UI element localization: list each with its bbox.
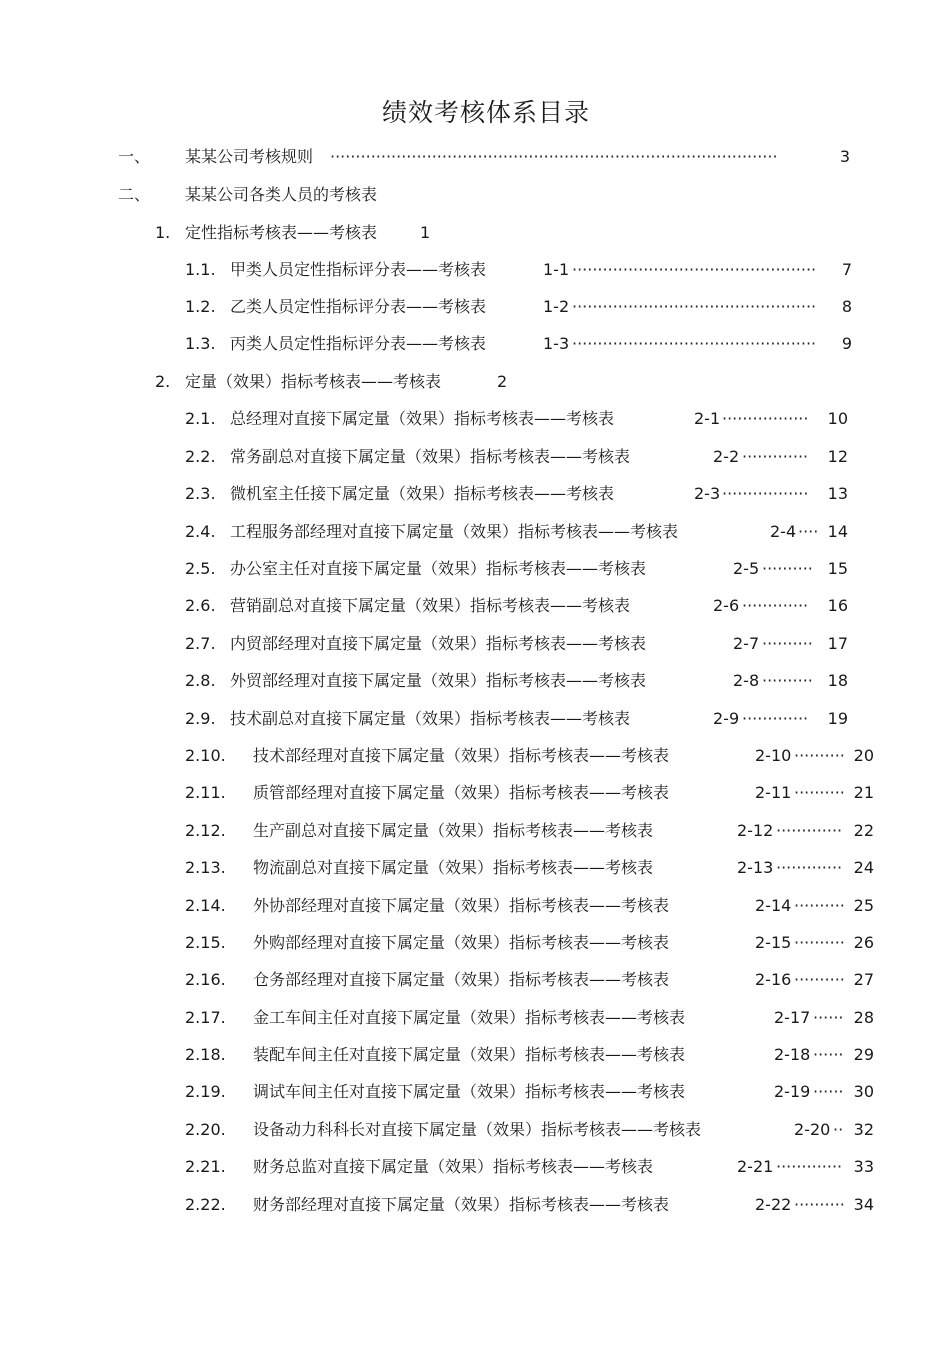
- toc-entry-code: 2-21: [737, 1157, 774, 1176]
- toc-entry-number: 2.: [155, 372, 171, 391]
- toc-entry-number: 1.1.: [185, 260, 216, 279]
- toc-entry-page: 26: [853, 933, 874, 952]
- toc-entry[interactable]: [0, 928, 950, 958]
- toc-entry-title: 调试车间主任对直接下属定量（效果）指标考核表——考核表: [253, 1082, 686, 1101]
- toc-entry-number: 2.20.: [185, 1120, 226, 1139]
- toc-entry-page: 14: [827, 522, 848, 541]
- toc-entry-title: 设备动力科科长对直接下属定量（效果）指标考核表——考核表: [253, 1120, 702, 1139]
- toc-entry[interactable]: [0, 292, 950, 322]
- toc-entry-code: 2-14: [755, 896, 792, 915]
- toc-leader-dots: ·················: [722, 409, 809, 428]
- toc-leader-dots: ················································: [572, 334, 817, 353]
- toc-entry[interactable]: [0, 741, 950, 771]
- toc-leader-dots: ··········: [794, 746, 845, 765]
- toc-entry-page: 22: [853, 821, 874, 840]
- toc-entry-title: 外购部经理对直接下属定量（效果）指标考核表——考核表: [253, 933, 670, 952]
- toc-entry-code: 2-3: [694, 484, 721, 503]
- toc-entry-page: 3: [839, 147, 850, 166]
- toc-entry-title: 总经理对直接下属定量（效果）指标考核表——考核表: [230, 409, 615, 428]
- toc-leader-dots: ·············: [776, 821, 843, 840]
- toc-entry-code: 1: [420, 223, 431, 242]
- toc-entry[interactable]: [0, 517, 950, 547]
- toc-entry-code: 2-13: [737, 858, 774, 877]
- toc-entry-code: 2-5: [733, 559, 760, 578]
- toc-entry-number: 1.: [155, 223, 171, 242]
- toc-leader-dots: ·············: [742, 709, 809, 728]
- toc-entry-page: 15: [827, 559, 848, 578]
- toc-entry[interactable]: [0, 965, 950, 995]
- toc-entry-page: 29: [853, 1045, 874, 1064]
- toc-entry[interactable]: [0, 1077, 950, 1107]
- toc-entry[interactable]: [0, 1003, 950, 1033]
- toc-entry-code: 2-11: [755, 783, 792, 802]
- toc-entry-page: 18: [827, 671, 848, 690]
- toc-entry-page: 21: [853, 783, 874, 802]
- toc-entry[interactable]: [0, 704, 950, 734]
- toc-entry-title: 营销副总对直接下属定量（效果）指标考核表——考核表: [230, 596, 631, 615]
- toc-entry[interactable]: [0, 442, 950, 472]
- toc-entry[interactable]: [0, 891, 950, 921]
- toc-leader-dots: ················································: [572, 297, 817, 316]
- toc-entry[interactable]: [0, 1190, 950, 1220]
- toc-entry-title: 财务部经理对直接下属定量（效果）指标考核表——考核表: [253, 1195, 670, 1214]
- toc-entry-title: 定量（效果）指标考核表——考核表: [185, 372, 442, 391]
- toc-entry-title: 技术副总对直接下属定量（效果）指标考核表——考核表: [230, 709, 631, 728]
- toc-entry-code: 2-16: [755, 970, 792, 989]
- toc-entry-title: 办公室主任对直接下属定量（效果）指标考核表——考核表: [230, 559, 647, 578]
- toc-entry-code: 2-4: [770, 522, 797, 541]
- toc-entry[interactable]: [0, 554, 950, 584]
- toc-entry-page: 17: [827, 634, 848, 653]
- toc-entry-code: 2-9: [713, 709, 740, 728]
- toc-entry[interactable]: [0, 1040, 950, 1070]
- toc-leader-dots: ······: [813, 1045, 844, 1064]
- toc-entry-code: 1-1: [543, 260, 570, 279]
- toc-leader-dots: ·············: [776, 1157, 843, 1176]
- toc-entry-code: 2-2: [713, 447, 740, 466]
- toc-entry-page: 20: [853, 746, 874, 765]
- toc-entry-title: 质管部经理对直接下属定量（效果）指标考核表——考核表: [253, 783, 670, 802]
- toc-entry-code: 2-20: [794, 1120, 831, 1139]
- toc-entry-number: 2.11.: [185, 783, 226, 802]
- toc-entry-title: 仓务部经理对直接下属定量（效果）指标考核表——考核表: [253, 970, 670, 989]
- toc-entry-code: 2-7: [733, 634, 760, 653]
- toc-leader-dots: ················································: [572, 260, 817, 279]
- toc-entry-number: 2.18.: [185, 1045, 226, 1064]
- toc-entry-page: 24: [853, 858, 874, 877]
- toc-entry-number: 2.21.: [185, 1157, 226, 1176]
- toc-leader-dots: ·············: [742, 447, 809, 466]
- toc-entry-code: 2-8: [733, 671, 760, 690]
- toc-entry-number: 2.13.: [185, 858, 226, 877]
- toc-entry-number: 2.4.: [185, 522, 216, 541]
- toc-entry-page: 12: [827, 447, 848, 466]
- toc-entry-title: 物流副总对直接下属定量（效果）指标考核表——考核表: [253, 858, 654, 877]
- toc-entry-title: 技术部经理对直接下属定量（效果）指标考核表——考核表: [253, 746, 670, 765]
- toc-entry[interactable]: [0, 255, 950, 285]
- toc-entry-number: 2.7.: [185, 634, 216, 653]
- toc-entry-code: 2-18: [774, 1045, 811, 1064]
- toc-entry-page: 33: [853, 1157, 874, 1176]
- toc-entry-page: 34: [853, 1195, 874, 1214]
- toc-entry-title: 微机室主任接下属定量（效果）指标考核表——考核表: [230, 484, 615, 503]
- toc-leader-dots: ·················: [722, 484, 809, 503]
- toc-entry[interactable]: [0, 1115, 950, 1145]
- toc-leader-dots: ··········: [794, 933, 845, 952]
- toc-entry-page: 19: [827, 709, 848, 728]
- toc-entry-code: 1-2: [543, 297, 570, 316]
- toc-entry-page: 13: [827, 484, 848, 503]
- toc-entry-page: 25: [853, 896, 874, 915]
- toc-entry-title: 内贸部经理对直接下属定量（效果）指标考核表——考核表: [230, 634, 647, 653]
- toc-leader-dots: ························································································: [330, 147, 778, 166]
- toc-leader-dots: ··········: [762, 634, 813, 653]
- toc-entry-code: 2-22: [755, 1195, 792, 1214]
- toc-entry-number: 2.15.: [185, 933, 226, 952]
- toc-entry-number: 2.2.: [185, 447, 216, 466]
- toc-leader-dots: ·············: [776, 858, 843, 877]
- toc-leader-dots: ··········: [794, 896, 845, 915]
- toc-entry-page: 8: [841, 297, 852, 316]
- toc-entry-number: 2.8.: [185, 671, 216, 690]
- toc-entry-number: 二、: [118, 185, 151, 204]
- toc-entry[interactable]: [0, 367, 950, 397]
- toc-entry-code: 2-6: [713, 596, 740, 615]
- toc-entry-title: 生产副总对直接下属定量（效果）指标考核表——考核表: [253, 821, 654, 840]
- toc-leader-dots: ··········: [794, 970, 845, 989]
- toc-leader-dots: ··········: [794, 1195, 845, 1214]
- toc-leader-dots: ··········: [762, 559, 813, 578]
- toc-entry-page: 32: [853, 1120, 874, 1139]
- toc-entry-number: 2.9.: [185, 709, 216, 728]
- toc-entry-page: 27: [853, 970, 874, 989]
- toc-leader-dots: ······: [813, 1082, 844, 1101]
- toc-entry-page: 10: [827, 409, 848, 428]
- toc-entry-code: 2-15: [755, 933, 792, 952]
- toc-entry-title: 某某公司考核规则: [185, 147, 314, 166]
- toc-entry[interactable]: [0, 142, 950, 172]
- toc-entry[interactable]: [0, 180, 950, 210]
- toc-entry[interactable]: [0, 218, 950, 248]
- toc-entry-page: 30: [853, 1082, 874, 1101]
- page-title: 绩效考核体系目录: [381, 98, 590, 127]
- toc-entry-number: 2.16.: [185, 970, 226, 989]
- toc-entry-number: 一、: [118, 147, 151, 166]
- toc-entry-number: 2.1.: [185, 409, 216, 428]
- toc-entry-number: 2.14.: [185, 896, 226, 915]
- toc-entry-number: 2.17.: [185, 1008, 226, 1027]
- toc-entry-number: 2.6.: [185, 596, 216, 615]
- toc-entry-code: 2-1: [694, 409, 721, 428]
- toc-entry-title: 外贸部经理对直接下属定量（效果）指标考核表——考核表: [230, 671, 647, 690]
- toc-leader-dots: ····: [798, 522, 819, 541]
- toc-entry[interactable]: [0, 816, 950, 846]
- toc-entry-title: 财务总监对直接下属定量（效果）指标考核表——考核表: [253, 1157, 654, 1176]
- toc-entry[interactable]: [0, 329, 950, 359]
- toc-entry-title: 装配车间主任对直接下属定量（效果）指标考核表——考核表: [253, 1045, 686, 1064]
- toc-leader-dots: ··········: [762, 671, 813, 690]
- toc-entry-number: 2.10.: [185, 746, 226, 765]
- toc-entry[interactable]: [0, 1152, 950, 1182]
- toc-entry-title: 常务副总对直接下属定量（效果）指标考核表——考核表: [230, 447, 631, 466]
- toc-entry[interactable]: [0, 666, 950, 696]
- toc-entry[interactable]: [0, 591, 950, 621]
- toc-entry-code: 2-12: [737, 821, 774, 840]
- toc-entry-title: 工程服务部经理对直接下属定量（效果）指标考核表——考核表: [230, 522, 679, 541]
- toc-entry-page: 9: [841, 334, 852, 353]
- toc-entry-number: 1.3.: [185, 334, 216, 353]
- toc-entry-number: 2.3.: [185, 484, 216, 503]
- toc-leader-dots: ··········: [794, 783, 845, 802]
- toc-entry-page: 16: [827, 596, 848, 615]
- toc-entry-number: 2.19.: [185, 1082, 226, 1101]
- toc-entry[interactable]: [0, 778, 950, 808]
- toc-entry-code: 2-17: [774, 1008, 811, 1027]
- toc-entry-title: 金工车间主任对直接下属定量（效果）指标考核表——考核表: [253, 1008, 686, 1027]
- toc-entry[interactable]: [0, 479, 950, 509]
- toc-entry[interactable]: [0, 629, 950, 659]
- toc-entry-page: 28: [853, 1008, 874, 1027]
- toc-entry-number: 2.5.: [185, 559, 216, 578]
- toc-entry-number: 2.22.: [185, 1195, 226, 1214]
- toc-entry-code: 2-10: [755, 746, 792, 765]
- toc-entry-title: 定性指标考核表——考核表: [185, 223, 378, 242]
- toc-leader-dots: ··: [833, 1120, 844, 1139]
- toc-entry-code: 1-3: [543, 334, 570, 353]
- toc-entry-code: 2-19: [774, 1082, 811, 1101]
- toc-entry-title: 外协部经理对直接下属定量（效果）指标考核表——考核表: [253, 896, 670, 915]
- toc-entry-number: 1.2.: [185, 297, 216, 316]
- toc-entry[interactable]: [0, 853, 950, 883]
- toc-leader-dots: ······: [813, 1008, 844, 1027]
- toc-entry-page: 7: [841, 260, 852, 279]
- toc-entry-title: 甲类人员定性指标评分表——考核表: [230, 260, 487, 279]
- toc-entry-title: 某某公司各类人员的考核表: [185, 185, 378, 204]
- toc-entry-title: 乙类人员定性指标评分表——考核表: [230, 297, 487, 316]
- toc-entry-title: 丙类人员定性指标评分表——考核表: [230, 334, 487, 353]
- toc-leader-dots: ·············: [742, 596, 809, 615]
- toc-entry[interactable]: [0, 404, 950, 434]
- toc-entry-code: 2: [497, 372, 508, 391]
- toc-entry-number: 2.12.: [185, 821, 226, 840]
